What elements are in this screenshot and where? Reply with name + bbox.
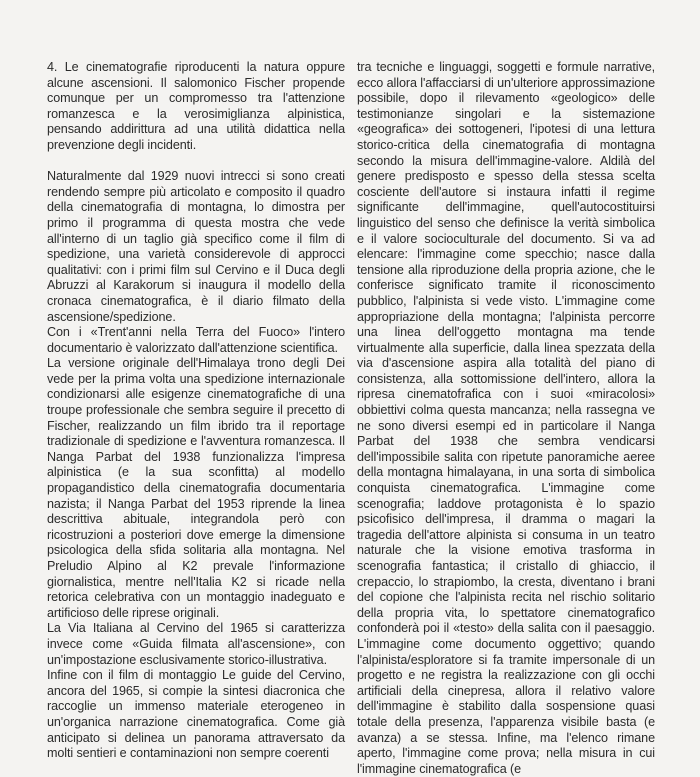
paragraph: Naturalmente dal 1929 nuovi intrecci si sono creati rendendo sempre più articolato e composito il quadro della cinematografia di montagna, lo dimostra per primo il programma di questa mostra che vede all'interno di un taglio già specifico come il film di spedizione, una varietà considerevole di approcci qualitativi: con i primi film sul Cervino e il Duca degli Abruzzi al Karakorum si inaugura il modello della cronaca cinematografica, è il diario filmato della ascensione/spedizione. bbox=[47, 169, 345, 324]
left-column bbox=[47, 60, 345, 762]
paragraph: 4. Le cinematografie riproducenti la natura oppure alcune ascensioni. Il salomonico Fischer propende comunque per un compromesso tra l'attenzione romanzesca e la verosimiglianza alpinistica, pensando addirittura ad una utilità didattica nella prevenzione degli incidenti. bbox=[47, 60, 345, 152]
paragraph: Con i «Trent'anni nella Terra del Fuoco» l'intero documentario è valorizzato dall'attenzione scientifica. bbox=[47, 325, 345, 355]
paragraph: tra tecniche e linguaggi, soggetti e formule narrative, ecco allora l'affacciarsi di un'ulteriore approssimazione possibile, dopo il rilevamento «geologico» delle testimonianze singolari e la sistemazione «geografica» dei sottogeneri, l'ipotesi di una lettura storico-critica della cinematografia di montagna secondo la misura dell'immagine-valore. Aldilà del genere predisposto e spesso della stessa scelta cosciente dell'autore si instaura infatti il regime significante dell'immagine, quell'autocostituirsi linguistico del senso che definisce la verità simbolica e il valore socioculturale del documento. Si va ad elencare: l'immagine come specchio; nasce dalla tensione alla riproduzione della propria azione, che le conferisce significato tramite il riconoscimento pubblico, l'alpinista si vede visto. L'immagine come appropriazione della montagna; l'alpinista percorre una linea dell'oggetto montagna ma tende virtualmente alla superficie, dalla linea spezzata della via d'ascensione aspira alla totalità del piano di consistenza, alla sottomissione dell'intero, allora la ripresa cinematofrafica con i suoi «miracolosi» obbiettivi colma questa mancanza; nella rassegna ve ne sono diversi esempi ed in particolare il Nanga Parbat del 1938 che sembra vendicarsi dell'impossibile salita con ripetute panoramiche aeree della montagna himalayana, in una sorta di simbolica conquista cinematografica. L'immagine come scenografia; laddove protagonista è lo spazio psicofisico dell'impresa, il dramma o magari la tragedia dell'attore alpinista si consuma in un teatro naturale che la visione emotiva trasforma in scenografia fantastica; il cristallo di ghiaccio, il crepaccio, lo strapiombo, la cresta, diventano i brani del copione che l'alpinista recita nel rischio solitario della propria vita, lo spettatore cinematografico confonderà poi il «testo» della salita con il paesaggio. L'immagine come documento oggettivo; quando l'alpinista/esploratore si fa tramite impersonale di un progetto e ne registra la realizzazione con gli occhi artificiali della cinepresa, allora il relativo valore dell'immagine è stabilito dalla sospensione quasi totale della presenza, l'apparenza visibile basta (e avanza) a se stessa. Infine, ma l'elenco rimane aperto, l'immagine come prova; nella misura in cui l'immagine cinematografica (e bbox=[357, 60, 655, 776]
paragraph: La Via Italiana al Cervino del 1965 si caratterizza invece come «Guida filmata all'ascensione», con un'impostazione esclusivamente storico-illustrativa. bbox=[47, 621, 345, 667]
paragraph: La versione originale dell'Himalaya trono degli Dei vede per la prima volta una spedizione internazionale condizionarsi alle esigenze cinematografiche di una troupe professionale che sembra seguire il precetto di Fischer, realizzando un film ibrido tra il reportage tradizionale di spedizione e l'avventura romanzesca. Il Nanga Parbat del 1938 funzionalizza l'impresa alpinistica (e la sua sconfitta) al modello propagandistico della cinematografia documentaria nazista; il Nanga Parbat del 1953 riprende la linea descrittiva abituale, integrandola però con ricostruzioni a posteriori dove emerge la dimensione psicologica della sfida solitaria alla montagna. Nel Preludio Alpino al K2 prevale l'informazione giornalistica, mentre nell'Italia K2 si ricade nella retorica celebrativa con un montaggio inadeguato e artificioso delle riprese originali. bbox=[47, 356, 345, 620]
paragraph: Infine con il film di montaggio Le guide del Cervino, ancora del 1965, si compie la sintesi diacronica che raccoglie un immenso materiale eterogeneo in un'organica narrazione cinematografica. Come già anticipato si delinea un panorama attraversato da molti sentieri e contaminazioni non sempre coerenti bbox=[47, 668, 345, 761]
right-column bbox=[357, 60, 655, 777]
